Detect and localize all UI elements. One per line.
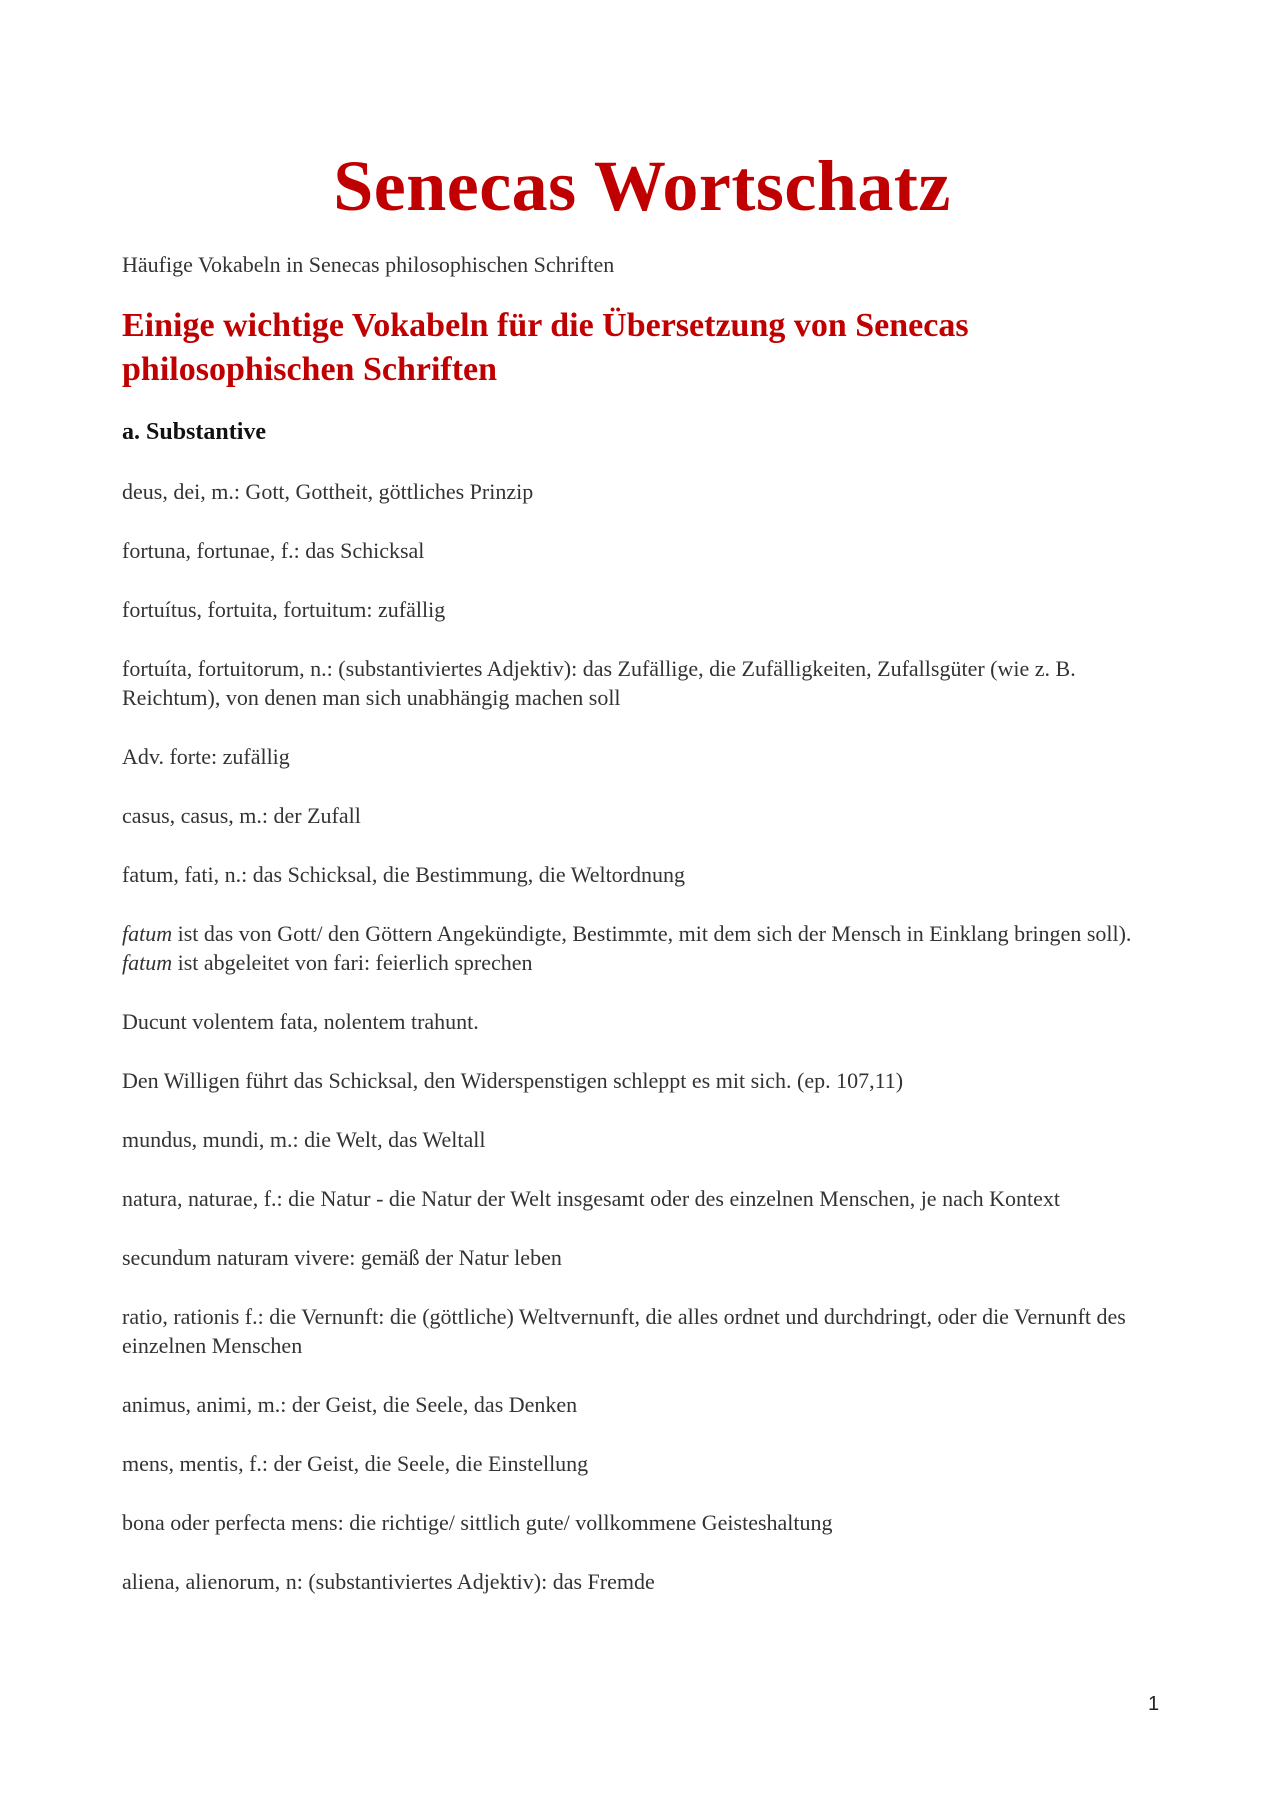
vocabulary-entry: Adv. forte: zufällig	[122, 744, 290, 770]
vocabulary-entry: aliena, alienorum, n: (substantiviertes Adjektiv): das Fremde	[122, 1569, 655, 1595]
vocabulary-entry: fortuítus, fortuita, fortuitum: zufällig	[122, 597, 446, 623]
quote-latin: Ducunt volentem fata, nolentem trahunt.	[122, 1009, 479, 1035]
section-heading: Einige wichtige Vokabeln für die Übersetzung von Senecas philosophischen Schriften	[122, 307, 969, 389]
document-subtitle: Häufige Vokabeln in Senecas philosophischen Schriften	[122, 252, 615, 277]
vocabulary-entry: fatum, fati, n.: das Schicksal, die Bestimmung, die Weltordnung	[122, 862, 686, 888]
subsection-heading: a. Substantive	[122, 419, 267, 446]
vocabulary-entry: mundus, mundi, m.: die Welt, das Weltall	[122, 1127, 486, 1153]
vocabulary-entry: natura, naturae, f.: die Natur - die Natur der Welt insgesamt oder des einzelnen Menschen, je nach Kontext	[122, 1186, 1060, 1212]
vocabulary-entry: bona oder perfecta mens: die richtige/ sittlich gute/ vollkommene Geisteshaltung	[122, 1510, 833, 1536]
vocabulary-entry: animus, animi, m.: der Geist, die Seele, das Denken	[122, 1392, 578, 1418]
document-title: Senecas Wortschatz	[333, 146, 951, 226]
fatum-term: fatum	[122, 921, 173, 947]
vocabulary-entry: ratio, rationis f.: die Vernunft: die (göttliche) Weltvernunft, die alles ordnet und durchdringt, oder die Vernunft des einzelnen Menschen	[122, 1304, 1126, 1359]
vocabulary-entry: casus, casus, m.: der Zufall	[122, 803, 361, 829]
vocabulary-entry: secundum naturam vivere: gemäß der Natur leben	[122, 1245, 562, 1271]
fatum-note	[122, 919, 1162, 977]
vocabulary-entry: deus, dei, m.: Gott, Gottheit, göttliches Prinzip	[122, 479, 534, 505]
quote-translation: Den Willigen führt das Schicksal, den Widerspenstigen schleppt es mit sich. (ep. 107,11)	[122, 1068, 904, 1094]
page-number: 1	[1148, 1693, 1160, 1715]
page-content	[122, 146, 1162, 1626]
fatum-explanation-part: ist abgeleitet von fari: feierlich sprechen	[172, 950, 533, 976]
vocabulary-entry: fortuíta, fortuitorum, n.: (substantiviertes Adjektiv): das Zufällige, die Zufälligkeiten, Zufallsgüter (wie z. B. Reichtum), von denen man sich unabhängig machen soll	[122, 656, 1076, 711]
fatum-explanation-part: ist das von Gott/ den Göttern Angekündigte, Bestimmte, mit dem sich der Mensch in Einklang bringen soll).	[172, 921, 1132, 947]
vocabulary-entry: mens, mentis, f.: der Geist, die Seele, die Einstellung	[122, 1451, 589, 1477]
vocabulary-entry: fortuna, fortunae, f.: das Schicksal	[122, 538, 425, 564]
fatum-term: fatum	[122, 950, 173, 976]
vocabulary-list	[122, 477, 1162, 1596]
